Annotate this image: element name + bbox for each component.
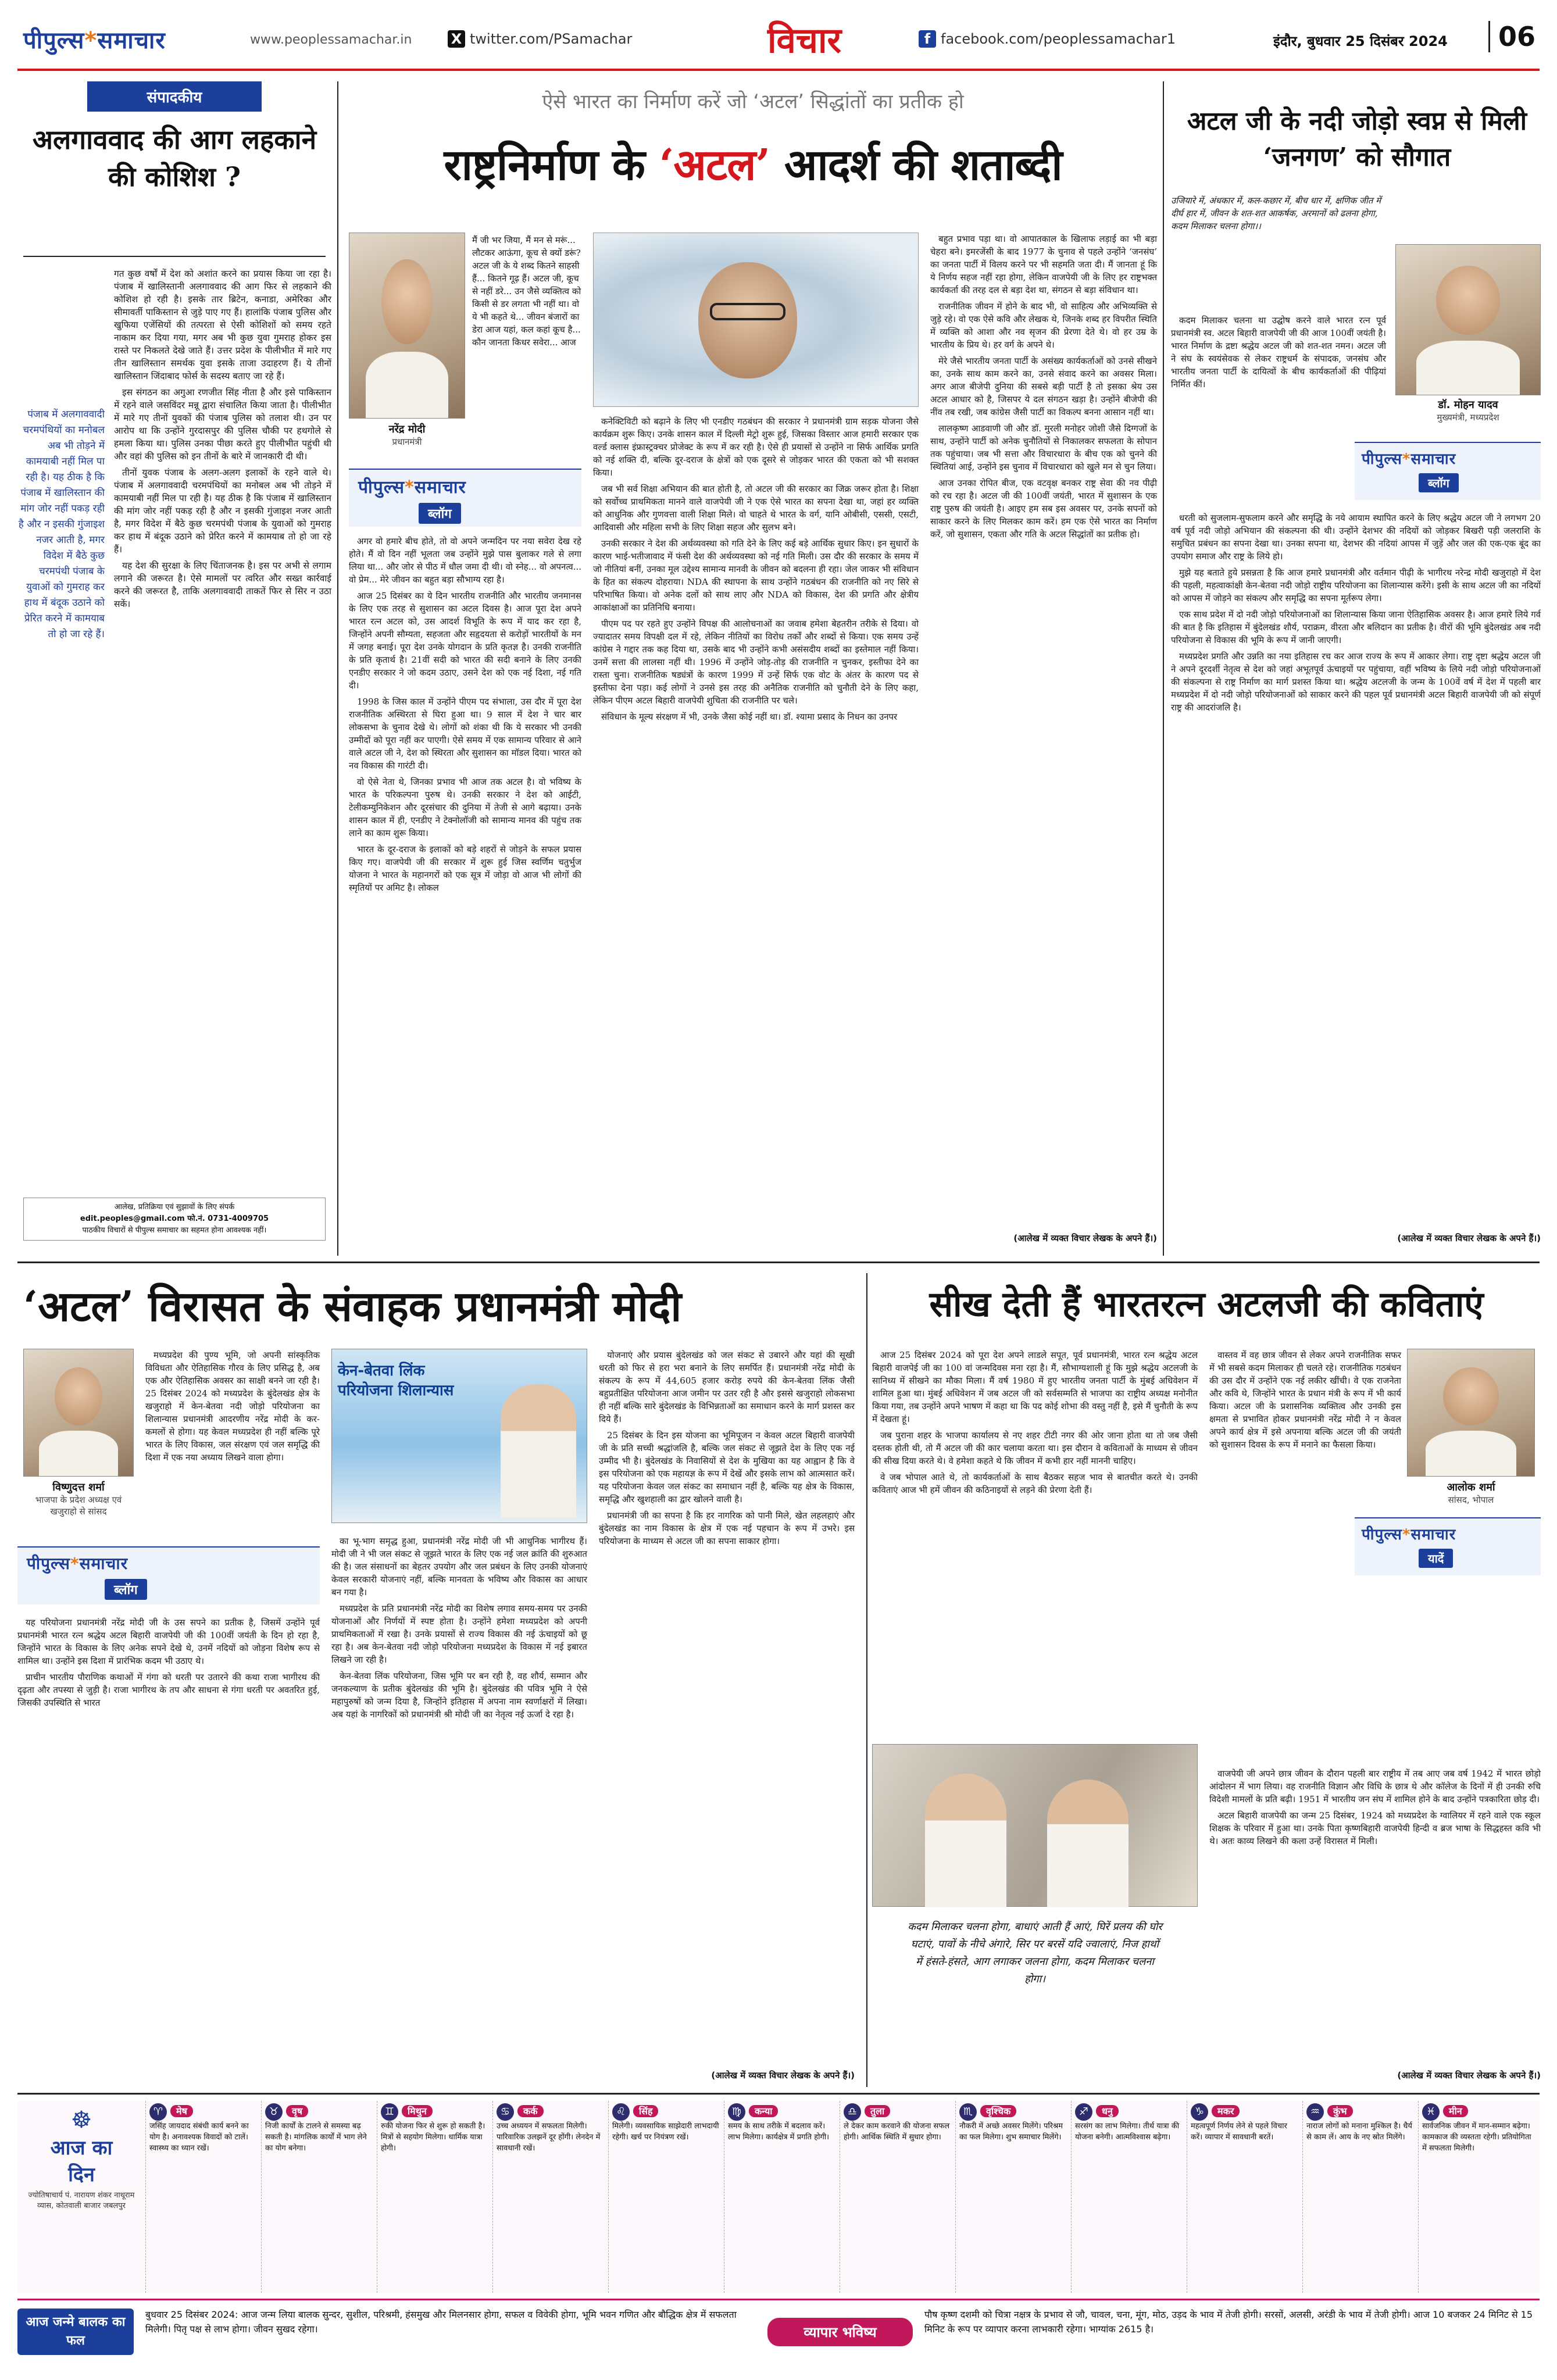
rashi-meen: ♓ मीन सार्वजनिक जीवन में मान-सम्मान बढ़ेगा। कामकाज की व्यस्तता रहेगी। प्रतियोगिता में सफलता मिलेगी। [1418,2101,1540,2293]
virasat-paragraph: मध्यप्रदेश के प्रति प्रधानमंत्री नरेंद्र मोदी का विशेष लगाव समय-समय पर उनकी योजनाओं और निर्णयों में स्पष्ट होता है। उन्होंने हमेशा मध्यप्रदेश को अपनी प्राथमिकताओं में रखा है। उनके प्रयासों से राज्य विकास की नई ऊंचाइयों को छू रहा है। अब केन-बेतवा नदी जोड़ो परियोजना मध्यप्रदेश के विकास में नई इबारत लिखने जा रही है। [331,1603,587,1665]
author-name: विष्णुदत्त शर्मा [52,1481,105,1493]
column-divider [337,81,338,1256]
figure-2 [1047,1779,1129,1907]
editorial-paragraph: इस संगठन का अगुआ रणजीत सिंह नीता है और इसे पाकिस्तान में रहने वाले जसविंदर मन्नू द्वारा संचालित किया जाता है। पीलीभीत में मारे गए तीनों युवकों की पंजाब पुलिस को तलाश थी। उन पर आरोप था कि उन्होंने गुरदासपुर की पुलिस चौकी पर हथगोले से हमला किया था। पुलिस उनका पीछा करते हुए पीलीभीत पहुंची थी और वहां की पुलिस को इन तीनों के बारे में जानकारी दी थी। [114,387,331,462]
virasat-paragraph: योजनाएं और प्रयास बुंदेलखंड को जल संकट से उबारने और यहां की सूखी धरती को फिर से हरा भरा बनाने के लिए समर्पित हैं। प्रधानमंत्री नरेंद्र मोदी के संकल्प के रूप में 44,605 हजार करोड़ रुपये की केन-बेतवा लिंक जैसी बहुप्रतीक्षित परियोजना आज जमीन पर उतर रही है और इससे खजुराहो लोकसभा ही नहीं बल्कि सारे बुंदेलखंड के विभिन्नताओं का समाधान करने के मार्ग प्रशस्त कर दिये हैं। [599,1350,855,1424]
lead-paragraph: राजनीतिक जीवन में होने के बाद भी, वो साहित्य और अभिव्यक्ति से जुड़े रहे। वो एक ऐसे कवि और लेखक थे, जिनके शब्द हर विपरीत स्थिति में व्यक्ति को आशा और नव सृजन की प्रेरणा देते थे। वो हर उम्र के भारतीय के प्रिय थे। हर वर्ग के अपने थे। [930,301,1157,350]
lead-body-3 [930,233,1157,544]
kavita-paragraph: वे जब भोपाल आते थे, तो कार्यकर्ताओं के साथ बैठकर सहज भाव से बातचीत करते थे। उनकी कविताएं आज भी हमें जीवन की कठिनाइयों से लड़ने की प्रेरणा देती हैं। [872,1472,1198,1495]
nadi-paragraph: एक साथ प्रदेश में दो नदी जोड़ो परियोजनाओं का शिलान्यास किया जाना ऐतिहासिक अवसर है। आज हमारे लिये गर्व की बात है कि इतिहास में बुंदेलखंड शौर्य, पराक्रम, वीरता और बलिदान का प्रतीक है। वीरों की भूमि बुंदेलखंड अब नदी परियोजना से विकास की भूमि के रूप में जानी जाएगी। [1171,609,1541,645]
lead-paragraph: 1998 के जिस काल में उन्होंने पीएम पद संभाला, उस दौर में पूरा देश राजनीतिक अस्थिरता से घिरा हुआ था। 9 साल में देश ने चार बार लोकसभा के चुनाव देखे थे। लोगों को शंका थी कि ये सरकार भी उनकी उम्मीदों को पूरा नहीं कर पाएगी। ऐसे समय में एक सामान्य परिवार से आने वाले अटल जी ने, देश को स्थिरता और सुशासन का मॉडल दिया। भारत को नव विकास की गारंटी दी। [349,696,581,771]
nadi-paragraph: कदम मिलाकर चलना था उद्घोष करने वाले भारत रत्न पूर्व प्रधानमंत्री स्व. अटल बिहारी वाजपेयी जी की आज 100वीं जयंती है। भारत निर्माण के द्रष्टा श्रद्धेय अटल जी को शत-शत नमन। अटल जी ने संघ के स्वयंसेवक से लेकर राष्ट्रधर्म के संपादक, जनसंघ और भारतीय जनता पार्टी के दायित्वों के बीच कार्यकर्ताओं की पीढ़ियां निर्मित कीं। [1171,315,1386,389]
lead-paragraph: कनेक्टिविटी को बढ़ाने के लिए भी एनडीए गठबंधन की सरकार ने प्रधानमंत्री ग्राम सड़क योजना जैसे कार्यक्रम शुरू किए। उनके शासन काल में दिल्ली मेट्रो शुरू हुई, जिसका विस्तार आज हमारी सरकार एक वर्ल्ड क्लास इंफ्रास्ट्रक्चर प्रोजेक्ट के रूप में कर रही है। ऐसे ही प्रयासों से उन्होंने ना सिर्फ आर्थिक प्रगति को नई शक्ति दी, बल्कि दूर-दराज के क्षेत्रों को एक दूसरे से जोड़कर भारत की एकता को भी सशक्त किया। [593,416,919,478]
kavita-paragraph: वास्तव में वह छात्र जीवन से लेकर अपने राजनीतिक सफर में भी सबसे कदम मिलाकर ही चलते रहे। राजनीतिक गठबंधन की उस दौर में उन्होंने एक नई लकीर खींची। वे एक राजनेता और कवि थे, जिन्होंने भारत के प्रधान मंत्री के रूप में भी कार्य किया। अटल जी के प्रशासनिक व्यक्तित्व और उनकी इस क्षमता से प्रभावित होकर प्रधानमंत्री नरेंद्र मोदी ने न केवल अपने कार्य क्षेत्र में इसे अपनाया बल्कि अटल जी की जयंती को सुशासन दिवस के रूप में मनाने का फैसला किया। [1209,1350,1401,1450]
birthday-text: बुधवार 25 दिसंबर 2024: आज जन्म लिया बालक सुन्दर, सुशील, परिश्रमी, हंसमुख और मिलनसार होगा, सफल व विवेकी होगा, भूमि भवन गणित और बौद्धिक क्षेत्र में सफलता मिलेगी। पितृ पक्ष से लाभ होगा। जीवन सुखद रहेगा। [145,2309,737,2335]
rashi-makar: ♑ मकर महत्वपूर्ण निर्णय लेने से पहले विचार करें। व्यापार में सावधानी बरतें। [1187,2101,1302,2293]
lead-body-2 [593,415,919,727]
birthday-label: आज जन्मे बालक का फल [17,2308,134,2355]
nadi-body-lead [1171,314,1386,394]
rashi-kanya: ♍ कन्या समय के साथ तरीके में बदलाव करें। लाभ मिलेगा। कार्यक्षेत्र में प्रगति होगी। [724,2101,840,2293]
yaadein-brand: पीपुल्स*समाचार [1362,1526,1456,1543]
scorpio-icon: ♏ [959,2103,977,2121]
figure-1 [925,1774,1006,1907]
atal-face [698,262,797,378]
lead-body-1 [349,535,581,898]
yaadein-badge: यादें [1419,1549,1453,1568]
contact-title: आलेख, प्रतिक्रिया एवं सुझावों के लिए संपर्क [114,1203,235,1212]
virasat-body-2 [331,1535,587,1724]
blog-strip [1355,442,1541,500]
nadi-paragraph: मुझे यह बताते हुये प्रसन्नता है कि आज हमारे प्रधानमंत्री और वर्तमान पीढ़ी के भागीरथ नरेन्द्र मोदी खजुराहो में देश की पहली, महत्वाकांक्षी केन-बेतवा नदी जोड़ो राष्ट्रीय परियोजना का शिलान्यास करेंगे। इसी के साथ अटल जी का नदियों को आपस में जोड़ने का संकल्प और समृद्धि का सपना मूर्तरूप लेगा। [1171,567,1541,603]
astrologer-name: ज्योतिषाचार्य पं. नारायण शंकर नाथूराम व्यास, कोतवाली बाजार जबलपुर [28,2191,135,2210]
cancer-icon: ♋ [497,2103,514,2121]
contact-note: पाठकीय विचारों से पीपुल्स समाचार का सहमत होना आवश्यक नहीं। [82,1226,267,1235]
column-divider [866,1273,867,2087]
author-name: डॉ. मोहन यादव [1438,399,1498,411]
blog-brand: पीपुल्स*समाचार [358,477,466,498]
editorial-headline: अलगाववाद की आग लहकाने की कोशिश ? [32,124,317,192]
virasat-paragraph: प्राचीन भारतीय पौराणिक कथाओं में गंगा को धरती पर उतारने की कथा राजा भागीरथ की दृढ़ता और तपस्या से जुड़ी है। राजा भागीरथ के तप और साधना से गंगा धरती पर अवतरित हुई, जिसकी उपस्थिति से भारत [17,1672,320,1708]
kavita-body-1 [872,1349,1198,1500]
horoscope-title: ☸ आज का दिन ज्योतिषाचार्य पं. नारायण शंकर नाथूराम व्यास, कोतवाली बाजार जबलपुर [23,2107,140,2211]
blog-badge: ब्लॉग [105,1579,147,1600]
virasat-author [23,1480,134,1517]
section-divider [17,2093,1540,2095]
footer-strip [17,2299,1540,2368]
rashi-mesh: ♈ मेष जसिंह जायदाद संबंधी कार्य बनने का योग है। अनावश्यक विवादों को टालें। स्वास्थ्य का ध्यान रखें। [145,2101,261,2293]
virasat-paragraph: प्रधानमंत्री जी का सपना है कि हर नागरिक को पानी मिले, खेत लहलहाएं और बुंदेलखंड का नाम विकास के क्षेत्र में एक नई पहचान के रूप में उभरे। इस परियोजना के माध्यम से अटल जी का सपना साकार होगा। [599,1510,855,1546]
rashi-tula: ♎ तुला ले देकर काम करवाने की योजना सफल होगी। आर्थिक स्थिति में सुधार होगा। [840,2101,955,2293]
lead-paragraph: आज उनका रोपित बीज, एक वटवृक्ष बनकर राष्ट्र सेवा की नव पीढ़ी को रच रहा है। अटल जी की 100वीं जयंती, भारत में सुशासन के एक राष्ट्र पुरुष की जयंती है। आइए हम सब इस अवसर पर, उनके सपनों को साकार करने के लिए मिलकर काम करें। हम एक ऐसे भारत का निर्माण करें, जो सुशासन, एकता और गति के अटल सिद्धांतों का प्रतीक हो। [930,478,1157,539]
alok-sharma-photo [1407,1349,1535,1477]
kavita-footnote: (आलेख में व्यक्त विचार लेखक के अपने हैं।) [1397,2070,1541,2081]
blog-brand: पीपुल्स*समाचार [1362,451,1456,468]
editorial-column [17,81,331,1250]
virasat-footnote: (आलेख में व्यक्त विचार लेखक के अपने हैं।) [711,2070,855,2081]
virasat-paragraph: यह परियोजना प्रधानमंत्री नरेंद्र मोदी जी के उस सपने का प्रतीक है, जिसमें उन्होंने पूर्व प्रधानमंत्री भारत रत्न श्रद्धेय अटल बिहारी वाजपेयी जी की 100वीं जयंती के दिन हो रहा है, जिन्होंने भारत के विकास के लिए अनेक सपने देखे थे, उनमें नदियों को जोड़ना विशेष रूप से शामिल था। उन्होंने इस दिशा में प्रारंभिक कदम भी उठाए थे। [17,1617,320,1666]
editorial-paragraph: यह देश की सुरक्षा के लिए चिंताजनक है। इस पर अभी से लगाम लगाने की जरूरत है। ऐसे मामलों पर त्वरित और सख्त कार्रवाई करने की जरूरत है, ताकि अलगाववादी ताकतें फिर से सिर न उठा सकें। [114,560,331,609]
lead-paragraph: आज 25 दिसंबर का ये दिन भारतीय राजनीति और भारतीय जनमानस के लिए एक तरह से सुशासन का अटल दिवस है। आज पूरा देश अपने भारत रत्न अटल को, उस आदर्श विभूति के रूप में याद कर रहा है, जिन्होंने अपनी सौम्यता, सहजता और सहृदयता से करोड़ों भारतीयों के मन में जगह बनाई। पूरा देश उनके योगदान के प्रति कृतज्ञ है। उनकी राजनीति के प्रति कृतार्थ है। 21वीं सदी को भारत की सदी बनाने के लिए उनकी एनडीए सरकार ने जो कदम उठाए, उसने देश को एक नई दिशा, नई गति दी। [349,591,581,691]
rashi-singh: ♌ सिंह मिलेगी। व्यवसायिक साझेदारी लाभदायी रहेगी। खर्च पर नियंत्रण रखें। [608,2101,724,2293]
lead-footnote: (आलेख में व्यक्त विचार लेखक के अपने हैं।) [1013,1233,1157,1243]
blog-badge: ब्लॉग [419,503,461,524]
virasat-body-3 [599,1349,855,1551]
lead-paragraph: संविधान के मूल्य संरक्षण में भी, उनके जैसा कोई नहीं था। डॉ. श्यामा प्रसाद के निधन का उनपर [601,712,898,722]
editorial-paragraph: तीनों युवक पंजाब के अलग-अलग इलाकों के रहने वाले थे। पंजाब में अलगाववादी चरमपंथियों का मनोबल अब भी तोड़ने में कामयाबी नहीं मिल पा रही है। यह ठीक है कि पंजाब में खालिस्तान की मांग जोर नहीं पकड़ रही है और न इसकी गुंजाइश नजर आती है, मगर विदेश में बैठे कुछ चरमपंथी पंजाब के युवाओं को गुमराह कर हाथ में बंदूक उठाने को प्रेरित करने में कामयाब तो हो जा रहे हैं। [114,467,331,555]
lead-kicker: ऐसे भारत का निर्माण करें जो ‘अटल’ सिद्धांतों का प्रतीक हो [542,90,964,113]
lead-author [349,422,465,448]
modi-cutout [501,1384,576,1518]
twitter-link[interactable]: X twitter.com/PSamachar [448,30,632,48]
lead-paragraph: बहुत प्रभाव पड़ा था। वो आपातकाल के खिलाफ लड़ाई का भी बड़ा चेहरा बने। इमरजेंसी के बाद 1977 के चुनाव से पहले उन्होंने ‘जनसंघ’ का जनता पार्टी में विलय करने पर भी सहमति जता दी। मैं जानता हूं कि ये निर्णय सहज नहीं रहा होगा, लेकिन वाजपेयी जी के लिए हर राष्ट्रभक्त कार्यकर्ता की तरह दल से बड़ा देश था, संगठन से बड़ा संविधान था। [930,234,1157,295]
leo-icon: ♌ [612,2103,630,2121]
kavita-headline: सीख देती हैं भारतरत्न अटलजी की कविताएं [929,1284,1484,1325]
masthead [0,0,1557,70]
kavita-body-3 [1209,1767,1541,1851]
pisces-icon: ♓ [1422,2103,1440,2121]
virasat-body-1b [17,1616,320,1713]
virasat-headline: ‘अटल’ विरासत के संवाहक प्रधानमंत्री मोदी [23,1281,682,1331]
facebook-icon: f [919,30,936,48]
bhavishya-label: व्यापार भविष्य [767,2318,913,2346]
lead-paragraph: उनकी सरकार ने देश की अर्थव्यवस्था को गति देने के लिए कई बड़े आर्थिक सुधार किए। इन सुधारों के कारण भाई-भतीजावाद में फंसी देश की अर्थव्यवस्था को नई गति मिली। उस दौर की सरकार के समय में जो नीतियां बनीं, उनका मूल उद्देश्य सामान्य मानवी के जीवन को बदलना ही रहा। जेल जाकर भी संविधान के हित का संकल्प दोहराया। NDA की स्थापना के साथ उन्होंने गठबंधन की राजनीति को नए सिरे से परिभाषित किया। वो अनेक दलों को साथ लाए और NDA को विकास, देश की प्रगति और क्षेत्रीय आकांक्षाओं का प्रतिनिधि बनाया। [593,538,919,613]
kavita-paragraph: आज 25 दिसंबर 2024 को पूरा देश अपने लाडले सपूत, पूर्व प्रधानमंत्री, भारत रत्न श्रद्धेय अटल बिहारी वाजपेई जी का 100 वां जन्मदिवस मना रहा है। मैं, सौभाग्यशाली हूं कि मुझे श्रद्धेय अटलजी के सानिध्य में सीखने का मौका मिला। मैं वर्ष 1980 में हुए भारतीय जनता पार्टी के मुंबई अधिवेशन में शामिल हुआ था। मुंबई अधिवेशन में जब अटल जी को सर्वसम्मति से भाजपा का राष्ट्रीय अध्यक्ष मनोनीत किया गया, तब उन्होंने अपने भाषण में कहा था कि पद कोई शोभा की वस्तु नहीं है, इसे मैं चुनौती के रूप में देखता हूं। [872,1350,1198,1424]
lead-paragraph: लालकृष्ण आडवाणी जी और डॉ. मुरली मनोहर जोशी जैसे दिग्गजों के साथ, उन्होंने पार्टी को अनेक चुनौतियों से निकालकर सफलता के सोपान तक पहुंचाया। जब भी सत्ता और विचारधारा के बीच एक को चुनने की स्थितियां आई, उन्होंने इस चुनाव में विचारधारा को खुले मन से चुन लिया। [930,423,1157,472]
editorial-contact [23,1198,326,1241]
nadi-author [1395,398,1541,423]
column-divider [1163,81,1164,1256]
sagittarius-icon: ♐ [1075,2103,1092,2121]
virasat-body-1a [145,1349,320,1467]
lead-paragraph: भारत के दूर-दराज के इलाकों को बड़े शहरों से जोड़ने के सफल प्रयास किए गए। वाजपेयी जी की सरकार में शुरू हुई जिस स्वर्णिम चतुर्भुज योजना ने भारत के महानगरों को एक सूत्र में जोड़ा वो आज भी लोगों की स्मृतियों पर अमिट है। लोकल [349,844,581,893]
bhavishya-text: पौष कृष्ण दशमी को चित्रा नक्षत्र के प्रभाव से जौ, चावल, चना, मूंग, मोठ, उड़द के भाव में तेजी होगी। सरसों, अलसी, अरंडी के भाव में तेजी होगी। आज 10 बजकर 24 मिनिट से 15 मिनिट के रूप पर व्यापार करना लाभकारी रहेगा। भाग्यांक 2615 है। [924,2309,1533,2335]
horoscope-section [17,2101,1540,2293]
author-role: प्रधानमंत्री [392,437,422,447]
x-icon: X [448,30,465,48]
lead-poem: मैं जी भर जिया, मैं मन से मरूं... लौटकर आऊंगा, कूच से क्यों डरूं? अटल जी के ये शब्द कितने साहसी हैं... कितने गूढ़ हैं। अटल जी, कूच से नहीं डरे... उन जैसे व्यक्तित्व को किसी से डर लगता भी नहीं था। वो ये भी कहते थे... जीवन बंजारों का डेरा आज यहां, कल कहां कूच है... कौन जानता किधर सवेरा... आज [472,235,581,348]
modi-photo [349,233,465,419]
blog-badge: ब्लॉग [1419,473,1459,492]
author-role: सांसद, भोपाल [1448,1495,1494,1505]
author-role: भाजपा के प्रदेश अध्यक्ष एवं खजुराहो से सांसद [35,1495,122,1517]
rashi-dhanu: ♐ धनु सरसंग का लाभ मिलेगा। तीर्थ यात्रा की योजना बनेगी। आत्मविश्वास बढ़ेगा। [1071,2101,1187,2293]
atal-advani-photo [872,1744,1198,1907]
virasat-paragraph: केन-बेतवा लिंक परियोजना, जिस भूमि पर बन रही है, वह शौर्य, सम्मान और जनकल्याण के प्रतीक बुंदेलखंड की भूमि है। बुंदेलखंड की पवित्र भूमि ने ऐसे महापुरुषों को जन्म दिया है, जिन्होंने इतिहास में अपना नाम स्वर्णाक्षरों में लिखा। अब यहां के नागरिकों को प्रधानमंत्री श्री मोदी जी का नेतृत्व नई ऊर्जा दे रहा है। [331,1671,587,1720]
lead-paragraph: वो ऐसे नेता थे, जिनका प्रभाव भी आज तक अटल है। वो भविष्य के भारत के परिकल्पना पुरुष थे। उनकी सरकार ने देश को आईटी, टेलीकम्युनिकेशन और दूरसंचार की दुनिया में तेजी से आगे बढ़ाया। उनके शासन काल में ही, एनडीए ने टेक्नोलॉजी को सामान्य मानव की पहुंच तक लाने का काम शुरू किया। [349,777,581,838]
atal-portrait [593,233,919,407]
editorial-label: संपादकीय [87,81,262,112]
lead-paragraph: जब भी सर्व शिक्षा अभियान की बात होती है, तो अटल जी की सरकार का जिक्र जरूर होता है। शिक्षा को सर्वोच्च प्राथमिकता मानने वाले वाजपेयी जी ने एक ऐसे भारत का सपना देखा था, जहां हर व्यक्ति को आधुनिक और गुणवत्ता वाली शिक्षा मिले। वो चाहते थे भारत के वर्ग, यानि ओबीसी, एससी, एसटी, आदिवासी और महिला सभी के लिए शिक्षा सहज और सुलभ बने। [593,484,919,533]
kavita-poem: कदम मिलाकर चलना होगा, बाधाएं आती हैं आएं, घिरें प्रलय की घोर घटाएं, पावों के नीचे अंगारे, सिर पर बरसें यदि ज्वालाएं, निज हाथों में हंसते-हंसते, आग लगाकर जलना होगा, कदम मिलाकर चलना होगा। [908,1921,1162,1985]
aquarius-icon: ♒ [1306,2103,1324,2121]
ken-betwa-photo [331,1349,587,1523]
mohan-yadav-photo [1395,244,1541,395]
virgo-icon: ♍ [728,2103,745,2121]
rashi-kumbh: ♒ कुंभ नाराज लोगों को मनाना मुश्किल है। धैर्य से काम लें। आय के नए स्रोत मिलेंगे। [1302,2101,1418,2293]
page-number: 06 [1488,21,1535,52]
author-name: नरेंद्र मोदी [388,423,426,435]
editorial-paragraph: गत कुछ वर्षों में देश को अशांत करने का प्रयास किया जा रहा है। पंजाब में खालिस्तानी अलगाववाद की आग फिर से लहकाने की कोशिश हो रही है। इसके तार ब्रिटेन, कनाडा, अमेरिका और सीमावर्ती पाकिस्तान से जुड़े पाए गए हैं। हालांकि पंजाब पुलिस और खुफिया एजेंसियों की तत्परता से ऐसी कोशिशों को समय रहते नाकाम कर दिया गया, मगर अब भी कुछ युवा गुमराह होकर इस रास्ते पर निकलते देखे जाते हैं। उत्तर प्रदेश के पीलीभीत में मारे गए तीन खालिस्तान समर्थक युवा इसके ताजा उदाहरण हैं। ये तीनों खालिस्तान जिंदाबाद फोर्स के सदस्य बताए जा रहे हैं। [114,269,331,381]
libra-icon: ♎ [844,2103,861,2121]
dateline: इंदौर, बुधवार 25 दिसंबर 2024 [1273,33,1448,49]
virasat-paragraph: मध्यप्रदेश की पुण्य भूमि, जो अपनी सांस्कृतिक विविधता और ऐतिहासिक गौरव के लिए प्रसिद्ध है, अब एक और ऐतिहासिक अवसर का साक्षी बनने जा रही है। 25 दिसंबर 2024 को मध्यप्रदेश के बुंदेलखंड क्षेत्र के खजुराहो में केन-बेतवा नदी जोड़ो परियोजना का शिलान्यास प्रधानमंत्री आदरणीय नरेंद्र मोदी के कर-कमलों से होगा। यह केवल मध्यप्रदेश ही नहीं बल्कि पूरे भारत के लिए विकास, जल संरक्षण एवं जल समृद्धि की दिशा में एक नया अध्याय लिखने वाला होगा। [145,1350,320,1463]
kavita-paragraph: वाजपेयी जी अपने छात्र जीवन के दौरान पहली बार राष्ट्रीय में तब आए जब वर्ष 1942 में भारत छोड़ो आंदोलन में भाग लिया। वह राजनीति विज्ञान और विधि के छात्र थे और कॉलेज के दिनों में ही उनकी रुचि विदेशी मामलों के प्रति बढ़ी। 1951 में भारतीय जन संघ में शामिल होने के बाद उन्होंने पत्रकारिता छोड़ दी। [1209,1768,1541,1804]
masthead-divider [17,69,1540,71]
horoscope-grid [145,2101,1540,2293]
kavita-paragraph: अटल बिहारी वाजपेयी का जन्म 25 दिसंबर, 1924 को मध्यप्रदेश के ग्वालियर में रहने वाले एक स्कूल शिक्षक के परिवार में हुआ था। उनके पिता कृष्णबिहारी वाजपेयी हिन्दी व ब्रज भाषा के सिद्धहस्त कवि भी थे। अतः काव्य लिखने की कला उन्हें विरासत में मिली। [1209,1810,1541,1846]
kavita-paragraph: जब पुराना शहर के भाजपा कार्यालय से नए शहर टीटी नगर की ओर जाना होता था तो जब जैसी दस्तक होती थी, तो मैं अटल जी की कार चलाया करता था। इस दौरान वे कविताओं के माध्यम से जीवन की सीख दिया करते थे। वे हमेशा कहते थे कि जीवन में कभी हार नहीं माननी चाहिए। [872,1430,1198,1466]
editorial-divider [23,256,326,257]
yaadein-strip [1355,1517,1541,1575]
atal-glasses [710,303,785,320]
editorial-side-quote: पंजाब में अलगाववादी चरमपंथियों का मनोबल अब भी तोड़ने में कामयाबी नहीं मिल पा रही है। यह ठीक है कि पंजाब में खालिस्तान की मांग जोर नहीं पकड़ रही है और न इसकी गुंजाइश नजर आती है, मगर विदेश में बैठे कुछ चरमपंथी पंजाब के युवाओं को गुमराह कर हाथ में बंदूक उठाने को प्रेरित करने में कामयाब तो हो जा रहे हैं। [18,409,105,640]
rashi-vrish: ♉ वृष निजी कार्यों के टालने से समस्या बढ़ सकती है। मांगलिक कार्यों में भाग लेने का योग बनेगा। [261,2101,377,2293]
virasat-paragraph: का भू-भाग समृद्ध हुआ, प्रधानमंत्री नरेंद्र मोदी जी भी आधुनिक भागीरथ हैं। मोदी जी ने भी जल संकट से जूझते भारत के लिए एक नई जल क्रांति की शुरुआत की है। जल संसाधनों का बेहतर उपयोग और जल प्रबंधन के लिए उनकी योजनाएं केवल सरकारी योजनाएं नहीं, बल्कि मानवता के भविष्य और विकास का आधार बन गया है। [331,1536,587,1598]
vd-sharma-photo [23,1349,134,1477]
rashi-vrishchik: ♏ वृश्चिक नौकरी में अच्छे अवसर मिलेंगे। परिश्रम का फल मिलेगा। शुभ समाचार मिलेंगे। [955,2101,1071,2293]
nadi-headline: अटल जी के नदी जोड़ो स्वप्न से मिली ‘जनगण’ को सौगात [1187,106,1527,172]
kavita-body-2 [1209,1349,1401,1455]
horoscope-icon: ☸ [71,2107,92,2134]
nadi-footnote: (आलेख में व्यक्त विचार लेखक के अपने हैं।) [1397,1233,1541,1243]
brand-logo: पीपुल्स*समाचार [23,27,166,54]
lead-paragraph: पीएम पद पर रहते हुए उन्होंने विपक्ष की आलोचनाओं का जवाब हमेशा बेहतरीन तरीके से दिया। वो ज्यादातर समय विपक्षी दल में रहे, लेकिन नीतियों का विरोध तर्कों और शब्दों से किया। एक समय उन्हें कांग्रेस ने गद्दार तक कह दिया था, उसके बाद भी उन्होंने कभी असंसदीय शब्दों का इस्तेमाल नहीं किया। उनमें सत्ता की लालसा नहीं थी। 1996 में उन्होंने जोड़-तोड़ की राजनीति न चुनकर, इस्तीफा देने का रास्ता चुना। राजनीतिक षड्यंत्रों के कारण 1999 में उन्हें सिर्फ एक वोट के अंतर के कारण पद से इस्तीफा देना पड़ा। कई लोगों ने उनसे इस तरह की अनैतिक राजनीति को चुनौती देने के लिए कहा, लेकिन पीएम अटल बिहारी वाजपेयी शुचिता की राजनीति पर चले। [593,619,919,706]
nadi-body [1171,512,1541,717]
blog-brand: पीपुल्स*समाचार [27,1554,128,1573]
rashi-mithun: ♊ मिथुन रुकी योजना फिर से शुरू हो सकती है। मित्रों से सहयोग मिलेगा। धार्मिक यात्रा होगी। [377,2101,492,2293]
facebook-link[interactable]: f facebook.com/peoplessamachar1 [919,30,1176,48]
lead-headline: राष्ट्रनिर्माण के ‘अटल’ आदर्श की शताब्दी [444,140,1062,190]
author-name: आलोक शर्मा [1447,1481,1495,1493]
nadi-paragraph: धरती को सुजलाम-सुफलाम करने और समृद्धि के नये आयाम स्थापित करने के लिए श्रद्धेय अटल जी ने लगभग 20 वर्ष पूर्व नदी जोड़ो अभियान की संकल्पना की थी। उन्होंने देशभर की नदियों को जोड़कर बिखरी पड़ी जलराशि के समुचित प्रबंधन का सपना देखा था। उनका सपना था, देशभर की नदियां आपस में जुड़ें और जल की एक-एक बूंद का उपयोग समाज और राष्ट्र के लिये हो। [1171,513,1541,562]
rashi-kark: ♋ कर्क उच्च अध्ययन में सफलता मिलेगी। पारिवारिक उलझनें दूर होंगी। लेनदेन में सावधानी रखें। [492,2101,608,2293]
nadi-paragraph: मध्यप्रदेश प्रगति और उन्नति का नया इतिहास रच कर आज राज्य के रूप में आकार लेगा। राष्ट्र दृष्टा श्रद्धेय अटल जी ने अपने दूरदर्शी नेतृत्व से देश को जहां अभूतपूर्व ऊंचाइयों पर पहुंचाया, वहीं भविष्य के लिये नदी जोड़ो परियोजनाओं की संकल्पना से राष्ट्र निर्माण का मार्ग प्रशस्त किया था। श्रद्धेय अटलजी के जन्म के 100वें वर्ष में देश में पहली बार मध्यप्रदेश में दो नदी जोड़ो परियोजनाओं को साकार करने की पहल पूर्व प्रधानमंत्री अटल बिहारी वाजपेयी जी को संपूर्ण राष्ट्र की आदरांजलि है। [1171,651,1541,713]
nadi-poem: उजियारे में, अंधकार में, कल-कछार में, बीच धार में, क्षणिक जीत में दीर्घ हार में, जीवन के शत-शत आकर्षक, अरमानों को ढलना होगा, कदम मिलाकर चलना होगा।। [1171,195,1381,231]
website-link[interactable]: www.peoplessamachar.in [250,33,412,47]
gemini-icon: ♊ [381,2103,398,2121]
capricorn-icon: ♑ [1191,2103,1208,2121]
taurus-icon: ♉ [265,2103,283,2121]
blog-strip [349,469,581,527]
photo-banner: केन-बेतवा लिंक परियोजना शिलान्यास [338,1362,454,1399]
kavita-author [1407,1480,1535,1506]
section-divider [17,1262,1540,1263]
section-title: विचार [767,20,842,61]
aries-icon: ♈ [149,2103,167,2121]
virasat-paragraph: 25 दिसंबर के दिन इस योजना का भूमिपूजन न केवल अटल बिहारी वाजपेयी जी के प्रति सच्ची श्रद्धांजलि है, बल्कि जल संकट से जूझते देश के लिए एक नई उम्मीद भी है। बुंदेलखंड के निवासियों से देश के मुखिया का यह आह्वान है कि वे इस परियोजना को एक महायज्ञ के रूप में देखें और इसके लाभ को आत्मसात करें। यह परियोजना केवल जल संकट का समाधान नहीं है, बल्कि यह क्षेत्र के विकास, समृद्धि और खुशहाली का द्वार खोलने वाली है। [599,1430,855,1505]
author-role: मुख्यमंत्री, मध्यप्रदेश [1437,412,1499,423]
contact-line[interactable]: edit.peoples@gmail.com फो.नं. 0731-4009705 [80,1214,269,1223]
lead-paragraph: मेरे जैसे भारतीय जनता पार्टी के असंख्य कार्यकर्ताओं को उनसे सीखने का, उनके साथ काम करने का, उनसे संवाद करने का अवसर मिला। अगर आज बीजेपी दुनिया की सबसे बड़ी पार्टी है तो इसका श्रेय उस अटल आधार को है, जिसपर ये दल संगठन खड़ा है। उन्होंने बीजेपी की नींव तब रखी, जब कांग्रेस जैसी पार्टी का विकल्प बनना आसान नहीं था। [930,356,1157,417]
lead-paragraph: अगर वो हमारे बीच होते, तो वो अपने जन्मदिन पर नया सवेरा देख रहे होते। मैं वो दिन नहीं भूलता जब उन्होंने मुझे पास बुलाकर गले से लगा लिया था... और जोर से पीठ में धौल जमा दी थी। वो स्नेह... वो अपनत्व... वो प्रेम... मेरे जीवन का बहुत बड़ा सौभाग्य रहा है। [349,536,581,585]
editorial-body [114,267,331,614]
blog-strip [17,1546,320,1604]
